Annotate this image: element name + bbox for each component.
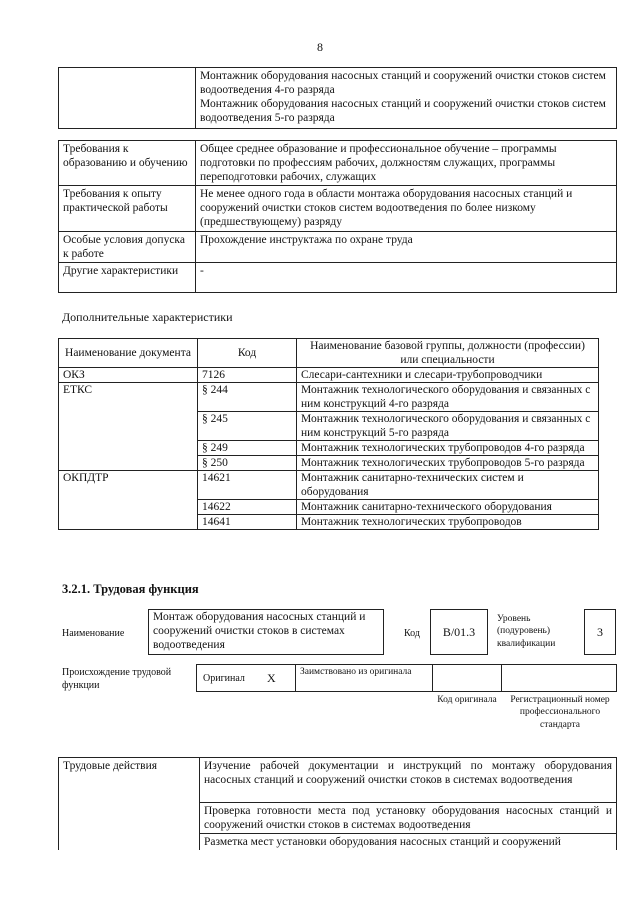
code-cell: § 245 bbox=[198, 412, 297, 441]
action-item: Проверка готовности места под установку оборудования насосных станций и сооружений очистки стоков в системах водоотведения bbox=[200, 803, 617, 834]
table-row bbox=[59, 758, 617, 803]
name-cell: Монтажник технологических трубопроводов 4-го разряда bbox=[297, 441, 599, 456]
requirement-value: - bbox=[196, 263, 617, 293]
code-cell: § 250 bbox=[198, 456, 297, 471]
reg-number-label: Регистрационный номер профессионального стандарта bbox=[510, 695, 610, 730]
reg-number-box bbox=[501, 664, 617, 692]
table-row bbox=[59, 500, 599, 515]
doc-cell bbox=[59, 441, 198, 456]
name-cell: Монтажник технологических трубопроводов bbox=[297, 515, 599, 530]
function-name-label: Наименование bbox=[62, 628, 125, 639]
doc-cell bbox=[59, 500, 198, 515]
actions-label: Трудовые действия bbox=[59, 758, 200, 851]
code-cell: § 244 bbox=[198, 383, 297, 412]
table-row bbox=[59, 232, 617, 263]
requirement-value: Не менее одного года в области монтажа оборудования насосных станций и сооружений очистки стоков систем водоотведения по более низкому (предшествующему) разряду bbox=[196, 186, 617, 232]
table-row bbox=[59, 368, 599, 383]
doc-cell bbox=[59, 456, 198, 471]
level-value: 3 bbox=[597, 624, 603, 639]
requirements-table bbox=[58, 140, 617, 293]
name-cell: Слесари-сантехники и слесари-трубопроводчики bbox=[297, 368, 599, 383]
level-box bbox=[584, 609, 616, 655]
empty-cell bbox=[59, 68, 196, 129]
requirement-label: Требования к образованию и обучению bbox=[59, 141, 196, 186]
function-name-box bbox=[148, 609, 384, 655]
header-name: Наименование базовой группы, должности (профессии) или специальности bbox=[297, 339, 599, 368]
table-row bbox=[59, 471, 599, 500]
level-label: Уровень (подуровень) квалификации bbox=[497, 614, 556, 649]
table-row bbox=[59, 141, 617, 186]
additional-table bbox=[58, 338, 599, 530]
table-header-row bbox=[59, 339, 599, 368]
table-row bbox=[59, 456, 599, 471]
page-number: 8 bbox=[317, 40, 323, 54]
table-row bbox=[59, 263, 617, 293]
code-original-label: Код оригинала bbox=[437, 695, 497, 705]
borrowed-label: Заимствовано из оригинала bbox=[300, 667, 412, 677]
doc-cell bbox=[59, 412, 198, 441]
code-cell: § 249 bbox=[198, 441, 297, 456]
doc-cell: ЕТКС bbox=[59, 383, 198, 412]
doc-cell: ОКПДТР bbox=[59, 471, 198, 500]
occupation-item: Монтажник оборудования насосных станций и сооружений очистки стоков систем водоотведения 5-го разряда bbox=[200, 98, 606, 125]
requirement-label: Требования к опыту практической работы bbox=[59, 186, 196, 232]
code-cell: 7126 bbox=[198, 368, 297, 383]
name-cell: Монтажник санитарно-технического оборудования bbox=[297, 500, 599, 515]
requirement-value: Прохождение инструктажа по охране труда bbox=[196, 232, 617, 263]
original-mark: X bbox=[267, 671, 276, 685]
origin-label: Происхождение трудовой функции bbox=[62, 667, 172, 691]
table-row bbox=[59, 515, 599, 530]
function-code-label: Код bbox=[404, 628, 420, 639]
name-cell: Монтажник технологических трубопроводов 5-го разряда bbox=[297, 456, 599, 471]
header-doc: Наименование документа bbox=[59, 339, 198, 368]
function-heading: 3.2.1. Трудовая функция bbox=[62, 582, 199, 596]
requirement-label: Особые условия допуска к работе bbox=[59, 232, 196, 263]
additional-title: Дополнительные характеристики bbox=[62, 310, 233, 324]
requirement-label: Другие характеристики bbox=[59, 263, 196, 293]
code-cell: 14641 bbox=[198, 515, 297, 530]
original-label: Оригинал bbox=[203, 673, 245, 684]
function-code-box bbox=[430, 609, 488, 655]
table-row bbox=[59, 441, 599, 456]
name-cell: Монтажник технологического оборудования и связанных с ним конструкций 5-го разряда bbox=[297, 412, 599, 441]
table-row bbox=[59, 68, 617, 129]
name-cell: Монтажник санитарно-технических систем и оборудования bbox=[297, 471, 599, 500]
actions-table bbox=[58, 757, 617, 850]
occupation-item: Монтажник оборудования насосных станций и сооружений очистки стоков систем водоотведения 4-го разряда bbox=[200, 70, 606, 97]
doc-cell bbox=[59, 515, 198, 530]
action-item: Изучение рабочей документации и инструкций по монтажу оборудования насосных станций и сооружений очистки стоков в системах водоотведения bbox=[200, 758, 617, 803]
occupations-cell bbox=[196, 68, 617, 129]
occupations-table bbox=[58, 67, 617, 129]
borrowed-box bbox=[295, 664, 433, 692]
code-cell: 14622 bbox=[198, 500, 297, 515]
table-row bbox=[59, 383, 599, 412]
header-code: Код bbox=[198, 339, 297, 368]
function-code-value: В/01.3 bbox=[442, 624, 476, 639]
code-original-box bbox=[432, 664, 502, 692]
table-row bbox=[59, 412, 599, 441]
original-box bbox=[196, 664, 296, 692]
function-name-value: Монтаж оборудования насосных станций и сооружений очистки стоков в системах водоотведения bbox=[153, 611, 366, 651]
name-cell: Монтажник технологического оборудования и связанных с ним конструкций 4-го разряда bbox=[297, 383, 599, 412]
action-item: Разметка мест установки оборудования насосных станций и сооружений bbox=[200, 834, 617, 851]
code-cell: 14621 bbox=[198, 471, 297, 500]
doc-cell: ОКЗ bbox=[59, 368, 198, 383]
requirement-value: Общее среднее образование и профессиональное обучение – программы подготовки по профессиям рабочих, должностям служащих, программы переподготовки рабочих, служащих bbox=[196, 141, 617, 186]
table-row bbox=[59, 186, 617, 232]
